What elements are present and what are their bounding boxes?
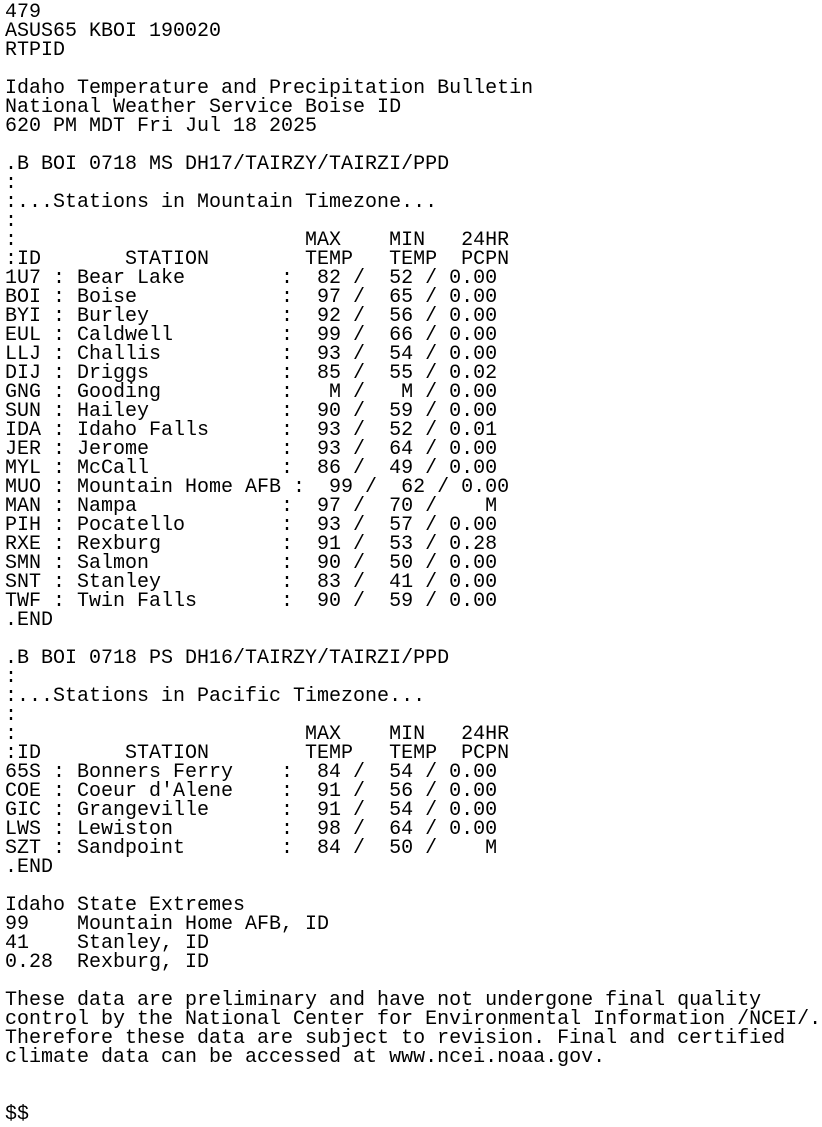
bulletin-line: .B BOI 0718 MS DH17/TAIRZY/TAIRZI/PPD: [5, 153, 450, 176]
bulletin-line: BOI : Boise : 97 / 65 / 0.00: [5, 286, 498, 309]
bulletin-line: IDA : Idaho Falls : 93 / 52 / 0.01: [5, 419, 498, 442]
bulletin-line: DIJ : Driggs : 85 / 55 / 0.02: [5, 362, 498, 385]
bulletin-line: National Weather Service Boise ID: [5, 96, 402, 119]
bulletin-line: 0.28 Rexburg, ID: [5, 951, 210, 974]
bulletin-line: ASUS65 KBOI 190020: [5, 20, 222, 43]
bulletin-line: EUL : Caldwell : 99 / 66 / 0.00: [5, 324, 498, 347]
bulletin-line: :ID STATION TEMP TEMP PCPN: [5, 248, 510, 271]
bulletin-line: :: [5, 172, 18, 195]
bulletin-line: LWS : Lewiston : 98 / 64 / 0.00: [5, 818, 498, 841]
bulletin-line: MYL : McCall : 86 / 49 / 0.00: [5, 457, 498, 480]
bulletin-line: 620 PM MDT Fri Jul 18 2025: [5, 115, 318, 138]
bulletin-line: :...Stations in Pacific Timezone...: [5, 685, 426, 708]
bulletin-line: .END: [5, 856, 54, 879]
bulletin-line: These data are preliminary and have not undergone final quality: [5, 989, 762, 1012]
bulletin-line: 41 Stanley, ID: [5, 932, 210, 955]
bulletin-line: [5, 1086, 822, 1105]
bulletin-line: SMN : Salmon : 90 / 50 / 0.00: [5, 552, 498, 575]
bulletin-line: : MAX MIN 24HR: [5, 723, 510, 746]
bulletin-line: SNT : Stanley : 83 / 41 / 0.00: [5, 571, 498, 594]
bulletin-line: PIH : Pocatello : 93 / 57 / 0.00: [5, 514, 498, 537]
bulletin-line: RXE : Rexburg : 91 / 53 / 0.28: [5, 533, 498, 556]
bulletin-line: Idaho Temperature and Precipitation Bulletin: [5, 77, 534, 100]
bulletin-line: Idaho State Extremes: [5, 894, 246, 917]
bulletin-line: MAN : Nampa : 97 / 70 / M: [5, 495, 498, 518]
bulletin-line: GIC : Grangeville : 91 / 54 / 0.00: [5, 799, 498, 822]
bulletin-line: BYI : Burley : 92 / 56 / 0.00: [5, 305, 498, 328]
bulletin-line: GNG : Gooding : M / M / 0.00: [5, 381, 498, 404]
bulletin-line: [5, 1067, 822, 1086]
bulletin-line: MUO : Mountain Home AFB : 99 / 62 / 0.00: [5, 476, 510, 499]
bulletin-line: COE : Coeur d'Alene : 91 / 56 / 0.00: [5, 780, 498, 803]
bulletin-line: SUN : Hailey : 90 / 59 / 0.00: [5, 400, 498, 423]
bulletin-line: RTPID: [5, 39, 66, 62]
bulletin-line: :: [5, 666, 18, 689]
bulletin-line: .END: [5, 609, 54, 632]
bulletin-line: control by the National Center for Environmental Information /NCEI/.: [5, 1008, 822, 1031]
bulletin-line: 1U7 : Bear Lake : 82 / 52 / 0.00: [5, 267, 498, 290]
bulletin-line: JER : Jerome : 93 / 64 / 0.00: [5, 438, 498, 461]
bulletin-line: 99 Mountain Home AFB, ID: [5, 913, 330, 936]
bulletin-line: .B BOI 0718 PS DH16/TAIRZY/TAIRZI/PPD: [5, 647, 450, 670]
bulletin-line: 65S : Bonners Ferry : 84 / 54 / 0.00: [5, 761, 498, 784]
bulletin-line: LLJ : Challis : 93 / 54 / 0.00: [5, 343, 498, 366]
bulletin-line: : MAX MIN 24HR: [5, 229, 510, 252]
bulletin-line: Therefore these data are subject to revision. Final and certified: [5, 1027, 786, 1050]
bulletin-line: 479: [5, 1, 42, 24]
bulletin-line: :: [5, 210, 18, 233]
bulletin-line: :...Stations in Mountain Timezone...: [5, 191, 438, 214]
bulletin-line: $$: [5, 1103, 30, 1126]
bulletin-line: climate data can be accessed at www.ncei.noaa.gov.: [5, 1046, 606, 1069]
bulletin-line: :: [5, 704, 18, 727]
bulletin-line: SZT : Sandpoint : 84 / 50 / M: [5, 837, 498, 860]
bulletin-line: TWF : Twin Falls : 90 / 59 / 0.00: [5, 590, 498, 613]
bulletin-line: :ID STATION TEMP TEMP PCPN: [5, 742, 510, 765]
